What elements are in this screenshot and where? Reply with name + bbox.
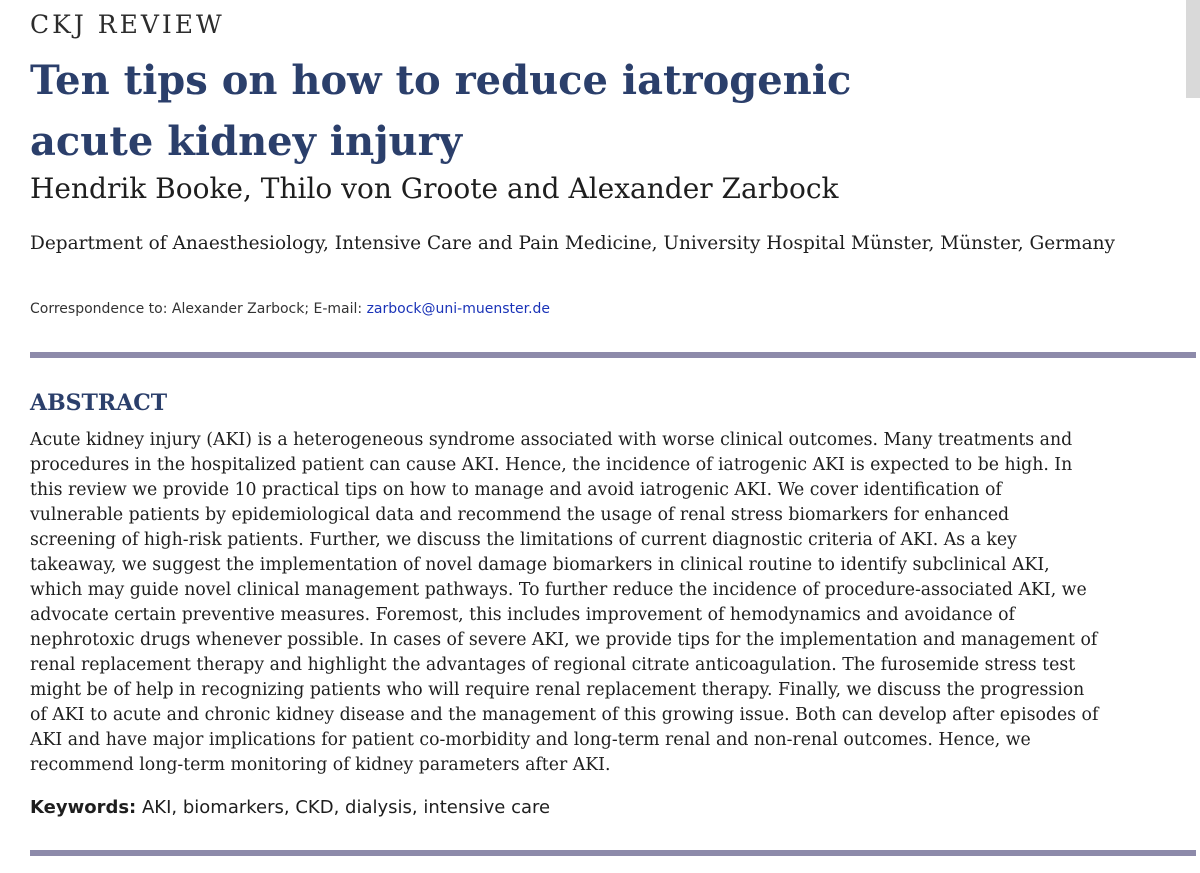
keywords-values: AKI, biomarkers, CKD, dialysis, intensive care: [141, 797, 551, 818]
correspondence-line: [30, 301, 550, 317]
author-list: Hendrik Booke, Thilo von Groote and Alexander Zarbock: [30, 172, 839, 205]
email-link[interactable]: zarbock@uni-muenster.de: [366, 301, 551, 317]
keywords-label: Keywords:: [30, 797, 137, 818]
section-divider-top: [30, 352, 1196, 358]
article-title: Ten tips on how to reduce iatrogenic acute kidney injury: [30, 57, 852, 165]
journal-label: CKJ REVIEW: [30, 10, 225, 39]
abstract-heading: ABSTRACT: [30, 390, 168, 416]
affiliation: Department of Anaesthesiology, Intensive Care and Pain Medicine, University Hospital Münster, Münster, Germany: [30, 233, 1115, 254]
correspondence-prefix: Correspondence to: Alexander Zarbock; E-mail:: [30, 301, 367, 317]
scrollbar[interactable]: [1186, 0, 1200, 98]
keywords-line: [30, 797, 550, 818]
abstract-text: Acute kidney injury (AKI) is a heterogeneous syndrome associated with worse clinical outcomes. Many treatments and procedures in the hospitalized patient can cause AKI. Hence, the incidence of iatrogenic AKI is expected to be high. In this review we provide 10 practical tips on how to manage and avoid iatrogenic AKI. We cover identification of vulnerable patients by epidemiological data and recommend the usage of renal stress biomarkers for enhanced screening of high-risk patients. Further, we discuss the limitations of current diagnostic criteria of AKI. As a key takeaway, we suggest the implementation of novel damage biomarkers in clinical routine to identify subclinical AKI, which may guide novel clinical management pathways. To further reduce the incidence of procedure-associated AKI, we advocate certain preventive measures. Foremost, this includes improvement of hemodynamics and avoidance of nephrotoxic drugs whenever possible. In cases of severe AKI, we provide tips for the implementation and management of renal replacement therapy and highlight the advantages of regional citrate anticoagulation. The furosemide stress test might be of help in recognizing patients who will require renal replacement therapy. Finally, we discuss the progression of AKI to acute and chronic kidney disease and the management of this growing issue. Both can develop after episodes of AKI and have major implications for patient co-morbidity and long-term renal and non-renal outcomes. Hence, we recommend long-term monitoring of kidney parameters after AKI.: [30, 430, 1099, 775]
section-divider-bottom: [30, 850, 1196, 856]
